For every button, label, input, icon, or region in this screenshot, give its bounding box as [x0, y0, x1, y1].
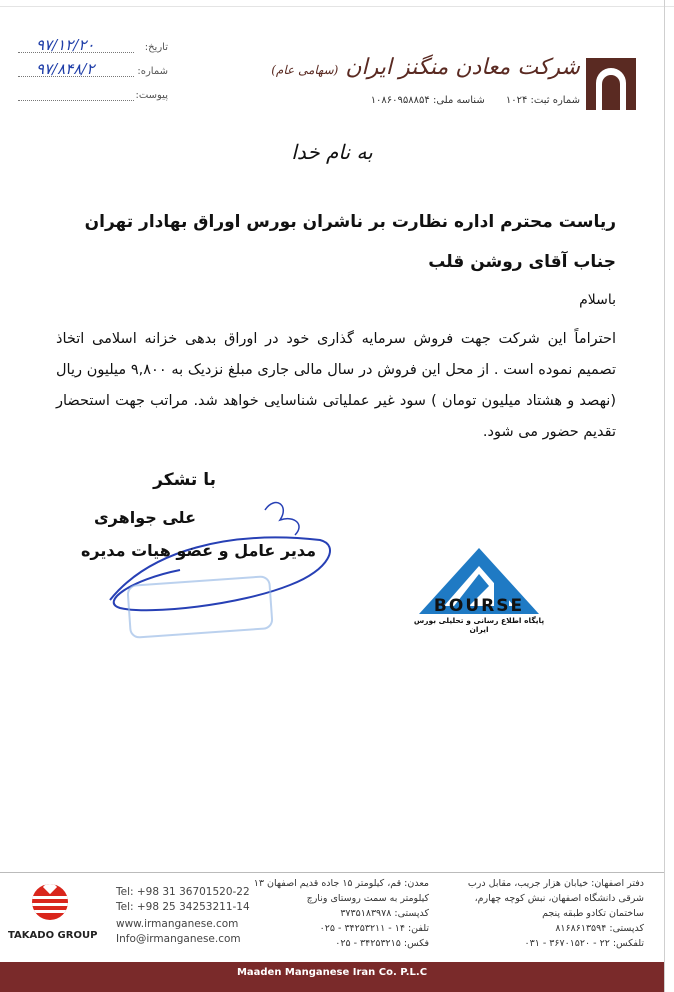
addressee-line-2: جناب آقای روشن قلب	[428, 252, 616, 272]
company-type: (سهامی عام)	[271, 63, 339, 77]
company-name	[271, 55, 580, 80]
national-id: شناسه ملی: ۱۰۸۶۰۹۵۸۸۵۴	[370, 95, 485, 106]
contact-website[interactable]: www.irmanganese.com	[116, 918, 239, 930]
office-postal: کدپستی: ۸۱۶۸۶۱۳۵۹۴	[555, 923, 644, 934]
registration-line	[353, 95, 580, 106]
mine-fax: فکس: ۳۴۲۵۳۲۱۵ - ۰۲۵	[335, 938, 429, 949]
number-field	[18, 62, 168, 82]
signatory-title: مدیر عامل و عضو هیات مدیره	[80, 541, 316, 560]
attachment-label: پیوست:	[135, 90, 168, 101]
attachment-field	[18, 86, 168, 106]
number-label: شماره:	[137, 66, 168, 77]
company-name-text: شرکت معادن منگنز ایران	[345, 55, 580, 80]
contact-tel-1: Tel: +98 31 36701520-22	[116, 886, 250, 898]
date-label: تاریخ:	[144, 42, 168, 53]
takado-group-label: TAKADO GROUP	[8, 930, 98, 941]
company-stamp-icon	[126, 575, 273, 639]
contact-email[interactable]: Info@irmanganese.com	[116, 933, 241, 945]
mine-tel: تلفن: ۱۴ - ۳۴۲۵۳۲۱۱ - ۰۲۵	[319, 923, 429, 934]
contact-tel-2: Tel: +98 25 34253211-14	[116, 901, 250, 913]
bourse-subtitle: پایگاه اطلاع رسانی و تحلیلی بورس ایران	[413, 616, 545, 634]
bourse-word: BOURSE	[433, 596, 525, 616]
signature-closing: با تشکر	[153, 470, 216, 490]
greeting: باسلام	[579, 292, 616, 308]
date-value: ۹۷/۱۲/۲۰	[36, 36, 95, 54]
mine-address: معدن: قم، کیلومتر ۱۵ جاده قدیم اصفهان ۱۳ کیلومتر به سمت روستای ونارچ	[253, 878, 429, 904]
office-tel: تلفکس: ۲۲ - ۳۶۷۰۱۵۲۰ - ۰۳۱	[524, 938, 644, 949]
bismillah: به نام خدا	[291, 140, 373, 164]
company-logo	[586, 58, 636, 110]
reg-number: شماره ثبت: ۱۰۲۴	[505, 95, 580, 106]
number-value: ۹۷/۸۴۸/۲	[36, 60, 95, 78]
company-name-english: Maaden Manganese Iran Co. P.L.C	[236, 967, 428, 978]
takado-logo-icon	[32, 884, 68, 920]
date-field	[18, 38, 168, 58]
signatory-name: علی جواهری	[94, 508, 196, 527]
mine-postal: کدپستی: ۳۷۳۵۱۸۳۹۷۸	[340, 908, 429, 919]
letter-body: احتراماً این شرکت جهت فروش سرمایه گذاری خود در اوراق بدهی خزانه اسلامی اتخاذ تصمیم نموده است . از محل این فروش در سال مالی جاری مبلغ نزدیک به ۹,۸۰۰ میلیون ریال (نهصد و هشتاد میلیون تومان ) سود غیر عملیاتی شناسایی خواهد شد. مراتب جهت استحضار تقدیم حضور می شود.	[56, 331, 616, 440]
addressee-line-1: ریاست محترم اداره نظارت بر ناشران بورس اوراق بهادار تهران	[84, 212, 616, 232]
office-address: دفتر اصفهان: خیابان هزار جریب، مقابل درب شرقی دانشگاه اصفهان، نبش کوچه چهارم، ساختمان تکادو طبقه پنجم	[467, 878, 644, 919]
